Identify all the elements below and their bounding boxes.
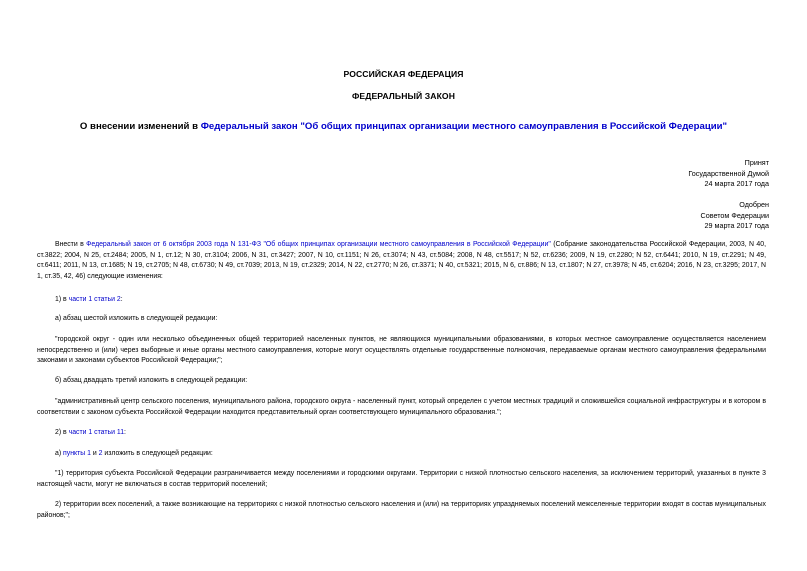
link-law-131fz[interactable]: Федеральный закон от 6 октября 2003 года N 131-ФЗ "Об общих принципах организации местного самоуправления в Российской Федерации"	[86, 241, 551, 248]
approved-date: 29 марта 2017 года	[704, 221, 769, 230]
heading-law-type: ФЕДЕРАЛЬНЫЙ ЗАКОН	[351, 91, 456, 101]
approved-block	[701, 200, 769, 232]
item-2a-mid: и	[90, 450, 99, 457]
item-2a-suffix: изложить в следующей редакции:	[102, 450, 213, 457]
adopted-body: Государственной Думой	[688, 168, 769, 178]
item-1-suffix: :	[120, 296, 123, 303]
link-federal-law-title[interactable]: Федеральный закон "Об общих принципах организации местного самоуправления в Российской Федерации"	[200, 121, 728, 132]
item-1a: а) абзац шестой изложить в следующей редакции:	[55, 315, 218, 322]
item-2a	[37, 449, 766, 460]
approved-body: Советом Федерации	[700, 210, 769, 220]
adopted-date: 24 марта 2017 года	[704, 179, 769, 188]
item-2a-prefix: а)	[55, 450, 64, 457]
adopted-block	[688, 158, 769, 190]
item-1b: б) абзац двадцать третий изложить в следующей редакции:	[55, 377, 248, 384]
heading-title-prefix: О внесении изменений в	[79, 121, 201, 132]
link-point-2[interactable]: 2	[98, 450, 103, 457]
link-part1-article11[interactable]: части 1 статьи 11	[68, 429, 125, 436]
adopted-label: Принят	[744, 158, 769, 167]
link-point-1[interactable]: пункты 1	[63, 450, 91, 457]
approved-label: Одобрен	[739, 200, 769, 209]
item-1-prefix: 1) в	[55, 296, 69, 303]
intro-paragraph	[37, 240, 766, 282]
item-2-suffix: :	[124, 429, 126, 436]
item-2-prefix: 2) в	[55, 429, 69, 436]
link-part1-article2[interactable]: части 1 статьи 2	[68, 296, 121, 303]
intro-rest: (Собрание законодательства Российской Федерации, 2003, N 40, ст.3822; 2004, N 25, ст.2484; 2005, N 1, ст.12; N 30, ст.3104; 2006, N 31, ст.3427; 2007, N 10, ст.1151; N 26, ст.3074; N 43, ст.5084; 2008, N 48, ст.5517; N 52, ст.6236; 2009, N 19, ст.2280; N 52, ст.6441; 2010, N 19, ст.2291; N 49, ст.6411; 2011, N 13, ст.1685; N 19, ст.2705; N 48, ст.6730; N 49, ст.7039; 2013, N 19, ст.2329; 2014, N 22, ст.2770; N 26, ст.3371; N 40, ст.5321; 2015, N 6, ст.886; N 13, ст.1807; N 27, ст.3978; N 45, ст.6204; 2016, N 23, ст.3295; 2017, N 1, ст.35, 42, 46) следующие изменения:	[37, 241, 766, 280]
quote-3: "1) территория субъекта Российской Федерации разграничивается между поселениями и городскими округами. Территории с низкой плотностью сельского населения, за исключением территорий, указанных в пункте 3 настоящей части, могут не включаться в состав территорий поселений;	[37, 470, 766, 488]
quote-4: 2) территории всех поселений, а также возникающие на территориях с низкой плотностью сельского населения и (или) на территориях упраздняемых поселений межселенные территории входят в состав муниципальных районов;";	[37, 501, 766, 519]
heading-country: РОССИЙСКАЯ ФЕДЕРАЦИЯ	[343, 69, 464, 79]
item-1	[37, 295, 766, 306]
item-2	[37, 428, 766, 439]
heading-law-title	[0, 121, 807, 132]
quote-2: "административный центр сельского поселения, муниципального района, городского округа - населенный пункт, который определен с учетом местных традиций и сложившейся социальной инфраструктуры и в котором в соответствии с законом субъекта Российской Федерации находится представительный орган соответствующего муниципального образования.";	[37, 398, 766, 416]
quote-1: "городской округ - один или несколько объединенных общей территорией населенных пунктов, не являющихся муниципальными образованиями, в которых местное самоуправление осуществляется населением непосредственно и (или) через выборные и иные органы местного самоуправления, которые могут осуществлять отдельные государственные полномочия, передаваемые органам местного самоуправления федеральными законами и законами субъектов Российской Федерации;";	[37, 336, 766, 365]
intro-prefix: Внести в	[55, 241, 87, 248]
